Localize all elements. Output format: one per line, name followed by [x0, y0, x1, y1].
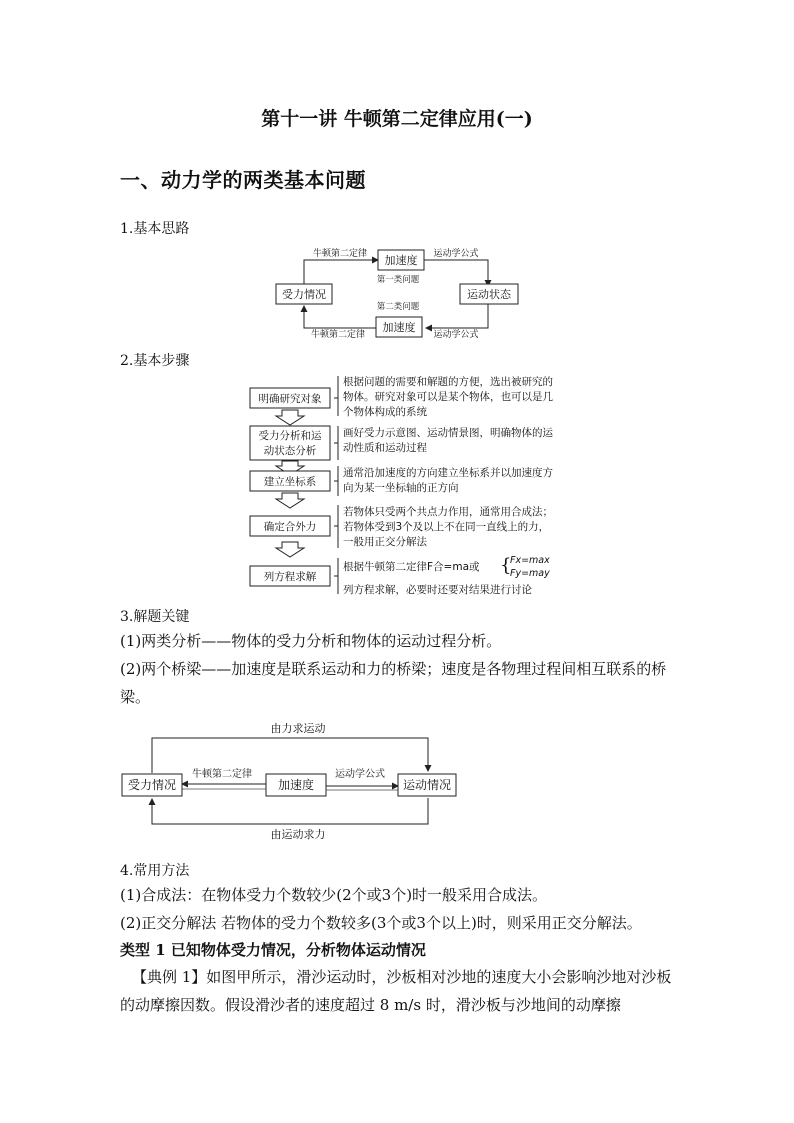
subheading-basic-steps: 2.基本步骤	[120, 353, 190, 369]
eq-y: Fy=may	[510, 568, 550, 579]
diagram2-top-label: 由力求运动	[270, 722, 326, 735]
diagram2-right-arrow-label: 运动学公式	[335, 769, 385, 780]
subheading-methods: 4.常用方法	[120, 863, 190, 879]
diagram2-right-box: 运动情况	[402, 778, 452, 792]
step3-box: 建立坐标系	[263, 476, 317, 488]
step5-note-b: 列方程求解，必要时还要对结果进行讨论	[343, 584, 532, 596]
diagram2-left-box: 受力情况	[127, 778, 177, 792]
svg-text:动状态分析: 动状态分析	[263, 445, 317, 457]
type-heading: 类型 1 已知物体受力情况，分析物体运动情况	[120, 941, 426, 959]
step1-note: 根据问题的需要和解题的方便，选出被研究的物体。研究对象可以是某个物体，也可以是几个物体构成的系统	[343, 376, 553, 418]
diagram1-second-problem: 第二类问题	[376, 302, 420, 312]
subheading-basic-idea: 1.基本思路	[120, 221, 190, 237]
eq-x: Fx=max	[510, 555, 550, 566]
diagram1-right-box: 运动状态	[467, 288, 511, 301]
example-1-text: 【典例 1】如图甲所示，滑沙运动时，沙板相对沙地的速度大小会影响沙地对沙板的动摩擦因数。假设滑沙者的速度超过 8 m/s 时，滑沙板与沙地间的动摩擦	[120, 968, 672, 1014]
diagram1-left-box: 受力情况	[282, 288, 326, 301]
step2-note: 画好受力示意图、运动情景图，明确物体的运动性质和运动过程	[343, 427, 553, 454]
diagram1-top-left-label: 牛顿第二定律	[312, 249, 368, 259]
steps-flowchart	[246, 372, 346, 594]
section-heading: 一、动力学的两类基本问题	[120, 168, 366, 192]
diagram1-top-box: 加速度	[384, 254, 418, 267]
method-2: (2)正交分解法 若物体的受力个数较多(3个或3个以上)时，则采用正交分解法。	[120, 914, 642, 932]
method-1: (1)合成法：在物体受力个数较少(2个或3个)时一般采用合成法。	[120, 886, 548, 904]
diagram2-left-arrow-label: 牛顿第二定律	[192, 769, 252, 780]
diagram1-top-right-label: 运动学公式	[433, 249, 479, 259]
diagram2-bottom-label: 由运动求力	[270, 828, 326, 841]
svg-text:受力分析和运: 受力分析和运	[258, 430, 322, 442]
diagram1-first-problem: 第一类问题	[376, 275, 420, 285]
step4-box: 确定合外力	[263, 521, 317, 533]
step5-box: 列方程求解	[263, 571, 317, 583]
step4-note: 若物体只受两个共点力作用，通常用合成法；若物体受到3个及以上不在同一直线上的力，一般用正交分解法	[343, 506, 553, 548]
diagram1-bottom-box: 加速度	[382, 321, 416, 334]
basic-idea-diagram	[270, 240, 530, 340]
subheading-key-points: 3.解题关键	[120, 609, 190, 625]
page-title: 第十一讲 牛顿第二定律应用(一)	[261, 108, 533, 130]
step1-box: 明确研究对象	[258, 393, 322, 405]
diagram2-mid-box: 加速度	[277, 778, 315, 792]
step3-note: 通常沿加速度的方向建立坐标系并以加速度方向为某一坐标轴的正方向	[343, 467, 553, 494]
diagram1-bottom-left-label: 牛顿第二定律	[310, 330, 366, 340]
brace: {	[500, 555, 512, 576]
step5-note-a: 根据牛顿第二定律F合=ma或	[343, 561, 480, 573]
diagram1-bottom-right-label: 运动学公式	[433, 330, 479, 340]
key-point-1: (1)两类分析——物体的受力分析和物体的运动过程分析。	[120, 632, 502, 650]
key-point-2: (2)两个桥梁——加速度是联系运动和力的桥梁；速度是各物理过程间相互联系的桥梁。	[120, 660, 667, 706]
bridge-diagram	[118, 718, 462, 842]
